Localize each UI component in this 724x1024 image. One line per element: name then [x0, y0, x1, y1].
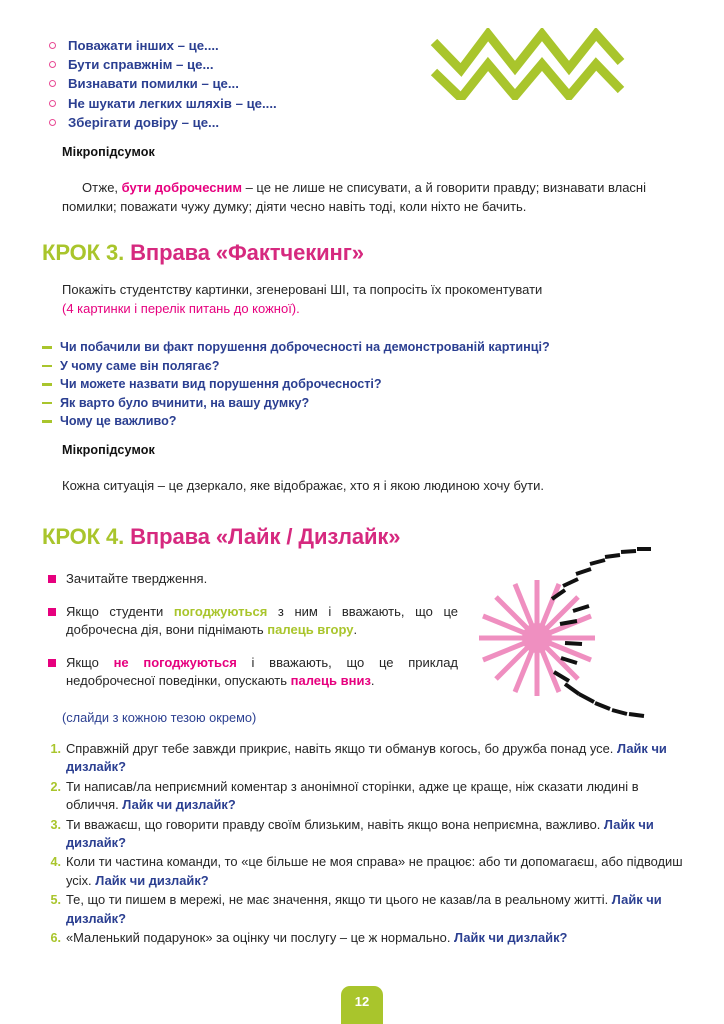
dash-bullet-icon [42, 420, 52, 423]
list-item-label: Зберігати довіру – це... [68, 114, 220, 130]
list-item-label: Якщо [66, 654, 114, 670]
step3-instruction-line1: Покажіть студентству картинки, згенеровані ШІ, та попросіть їх прокоментувати [62, 282, 543, 297]
list-item [48, 570, 458, 589]
list-item-label: з ним і вважають, що це доброчесна дія, вони піднімають [66, 603, 458, 638]
micro-summary-2-text: Кожна ситуація – це дзеркало, яке відображає, хто я і якою людиною хочу бути. [62, 478, 545, 493]
list-item-label: палець вгору [267, 622, 354, 638]
list-item-label: Зачитайте твердження. [66, 571, 208, 586]
circle-bullet-icon [49, 119, 56, 126]
step4-heading [42, 524, 400, 550]
list-item-label: Якщо студенти [66, 603, 174, 619]
square-bullet-icon [48, 659, 56, 667]
list-item-label: і вважають, що це приклад недоброчесної поведінки, опускають [66, 654, 459, 689]
statement-text: Ти написав/ла неприємний коментар з анонімної сторінки, адже це краще, ніж сказати людині в обличчя. [66, 778, 639, 813]
circle-bullet-icon [49, 42, 56, 49]
step4-krok-label: КРОК 4. [42, 524, 125, 549]
summary-text-before: Отже, [82, 180, 122, 195]
statement-item [42, 929, 692, 947]
statement-item [42, 740, 692, 777]
list-item-label: . [370, 673, 375, 689]
dashed-arc-icon [552, 549, 651, 716]
list-item-label: Чому це важливо? [60, 414, 177, 429]
dash-bullet-icon [42, 365, 52, 368]
statement-text: Те, що ти пишем в мережі, не має значення, якщо ти цього не казав/ла в реальному житті. [66, 892, 612, 908]
step3-instruction-line2: (4 картинки і перелік питань до кожної). [62, 301, 300, 316]
square-bullet-icon [48, 575, 56, 583]
square-bullet-icon [48, 608, 56, 616]
list-item-label: Бути справжнім – це... [68, 57, 214, 73]
micro-summary-1-text [62, 178, 662, 216]
step3-krok-label: КРОК 3. [42, 240, 125, 265]
list-item [42, 338, 642, 357]
list-item-label: палець вниз [290, 673, 371, 689]
statement-prompt: Лайк чи дизлайк? [454, 930, 568, 946]
list-item [48, 55, 428, 74]
statement-item [42, 816, 692, 853]
list-item-label: Не шукати легких шляхів – це.... [68, 95, 277, 111]
list-item-label: погоджуються [173, 603, 268, 619]
statement-item [42, 853, 692, 890]
step4-title-label: Вправа «Лайк / Дизлайк» [130, 524, 401, 549]
statement-prompt: Лайк чи дизлайк? [66, 741, 667, 775]
statement-prompt: Лайк чи дизлайк? [66, 892, 662, 926]
list-item-label: Поважати інших – це.... [68, 38, 219, 53]
list-item-label: . [353, 622, 358, 638]
list-item [42, 375, 642, 394]
statement-text: «Маленький подарунок» за оцінку чи послугу – це ж нормально. [66, 930, 454, 946]
list-item-label: не погоджуються [113, 654, 237, 670]
list-item [48, 36, 428, 55]
statement-number: 1. [50, 742, 61, 756]
circle-bullet-icon [49, 61, 56, 68]
statement-list [42, 740, 692, 948]
step3-title-label: Вправа «Фактчекинг» [130, 240, 364, 265]
summary-highlight: бути доброчесним [121, 180, 242, 195]
statement-text: Справжній друг тебе завжди прикриє, навіть якщо ти обманув когось, бо дружба понад усе. [66, 741, 617, 756]
starburst-icon [455, 498, 685, 728]
list-item-label: Чи побачили ви факт порушення доброчесності на демонстрованій картинці? [60, 340, 550, 354]
dash-bullet-icon [42, 383, 52, 386]
list-item [42, 412, 642, 431]
micro-summary-1-label: Мікропідсумок [62, 145, 155, 159]
statement-prompt: Лайк чи дизлайк? [66, 816, 654, 851]
statement-number: 3. [50, 817, 61, 832]
list-item-label: Визнавати помилки – це... [68, 76, 239, 92]
micro-summary-2-label: Мікропідсумок [62, 443, 155, 457]
summary-text-after: – це не лише не списувати, а й говорити правду; визнавати власні помилки; поважати чужу думку; діяти чесно навіть тоді, коли ніхто не бачить. [62, 180, 646, 214]
zigzag-icon [430, 28, 625, 100]
list-item-label: Чи можете назвати вид порушення доброчесності? [60, 377, 382, 392]
statement-number: 6. [50, 931, 61, 946]
statement-number: 2. [50, 779, 61, 794]
list-item [48, 74, 428, 93]
statement-prompt: Лайк чи дизлайк? [95, 872, 209, 888]
list-item [42, 357, 642, 376]
circle-bullet-icon [49, 80, 56, 87]
step4-bullet-list [48, 570, 458, 691]
statement-text: Ти вважаєш, що говорити правду своїм близьким, навіть якщо вона неприємна, важливо. [66, 816, 604, 832]
slide-note: (слайди з кожною тезою окремо) [62, 710, 257, 725]
list-item [48, 113, 428, 132]
statement-text: Коли ти частина команди, то «це більше не моя справа» не працює: або ти допомагаєш, або підводиш усіх. [66, 854, 683, 888]
page-number-tab: 12 [341, 986, 383, 1024]
step3-heading [42, 240, 364, 266]
circle-bullet-icon [49, 100, 56, 107]
dash-bullet-icon [42, 346, 52, 349]
statement-prompt: Лайк чи дизлайк? [122, 797, 236, 813]
statement-number: 5. [50, 893, 61, 908]
list-item [42, 394, 642, 413]
list-item-label: Як варто було вчинити, на вашу думку? [60, 395, 310, 410]
definition-list [48, 36, 428, 132]
list-item [48, 654, 458, 691]
statement-number: 4. [50, 855, 61, 870]
step3-instruction [62, 280, 662, 318]
dash-bullet-icon [42, 402, 52, 405]
list-item [48, 94, 428, 113]
statement-item [42, 778, 692, 815]
list-item-label: У чому саме він полягає? [60, 358, 220, 373]
list-item [48, 603, 458, 640]
step3-question-list [42, 338, 642, 431]
statement-item [42, 891, 692, 928]
